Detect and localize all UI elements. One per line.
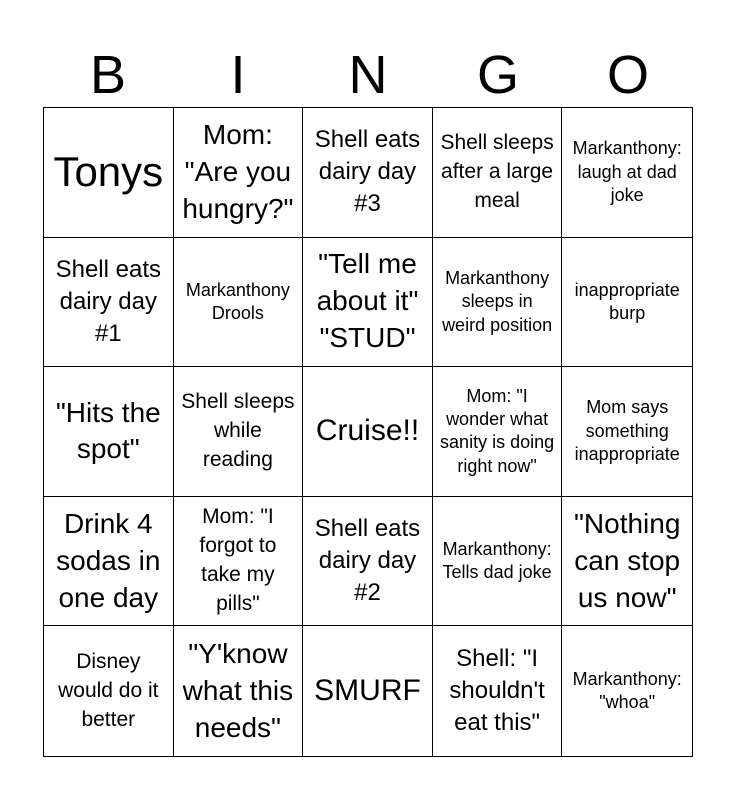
bingo-card-grid — [43, 107, 693, 757]
bingo-cell-r4-c5: "Nothing can stop us now" — [562, 497, 692, 627]
bingo-cell-r2-c3: "Tell me about it" "STUD" — [303, 238, 433, 368]
bingo-cell-r2-c1: Shell eats dairy day #1 — [44, 238, 174, 368]
bingo-cell-r4-c2: Mom: "I forgot to take my pills" — [174, 497, 304, 627]
bingo-cell-r5-c5: Markanthony: "whoa" — [572, 668, 682, 713]
header-letter-i: I — [230, 45, 246, 105]
bingo-cell-r5-c1: Disney would do it better — [44, 626, 174, 756]
bingo-cell-r1-c4: Shell sleeps after a large meal — [433, 108, 563, 238]
bingo-cell-r5-c3: SMURF — [303, 626, 433, 756]
bingo-header — [43, 44, 693, 106]
bingo-cell-r4-c1: Drink 4 sodas in one day — [44, 497, 174, 627]
header-letter-g: G — [476, 45, 519, 105]
bingo-cell-r1-c2: Mom: "Are you hungry?" — [174, 108, 304, 238]
header-letter-b: B — [89, 45, 127, 105]
bingo-cell-r3-c5: Mom says something inappropriate — [562, 367, 692, 497]
bingo-cell-r1-c1: Tonys — [44, 108, 174, 238]
header-letter-o: O — [606, 45, 649, 105]
bingo-cell-r2-c4: Markanthony sleeps in weird position — [433, 238, 563, 368]
bingo-cell-r4-c3: Shell eats dairy day #2 — [303, 497, 433, 627]
bingo-cell-r3-c3-center: Cruise!! — [303, 367, 433, 497]
bingo-cell-r3-c2: Shell sleeps while reading — [174, 367, 304, 497]
bingo-cell-r2-c5: inappropriate burp — [562, 238, 692, 368]
bingo-cell-r1-c5: Markanthony: laugh at dad joke — [562, 108, 692, 238]
header-letter-n: N — [348, 45, 388, 105]
bingo-cell-r3-c1: "Hits the spot" — [44, 367, 174, 497]
bingo-cell-r1-c3: Shell eats dairy day #3 — [303, 108, 433, 238]
bingo-cell-r3-c4: Mom: "I wonder what sanity is doing right now" — [433, 367, 563, 497]
bingo-cell-r5-c4: Shell: "I shouldn't eat this" — [433, 626, 563, 756]
bingo-cell-r2-c2: Markanthony Drools — [174, 238, 304, 368]
bingo-cell-r5-c2: "Y'know what this needs" — [174, 626, 304, 756]
bingo-cell-r4-c4: Markanthony: Tells dad joke — [433, 497, 563, 627]
